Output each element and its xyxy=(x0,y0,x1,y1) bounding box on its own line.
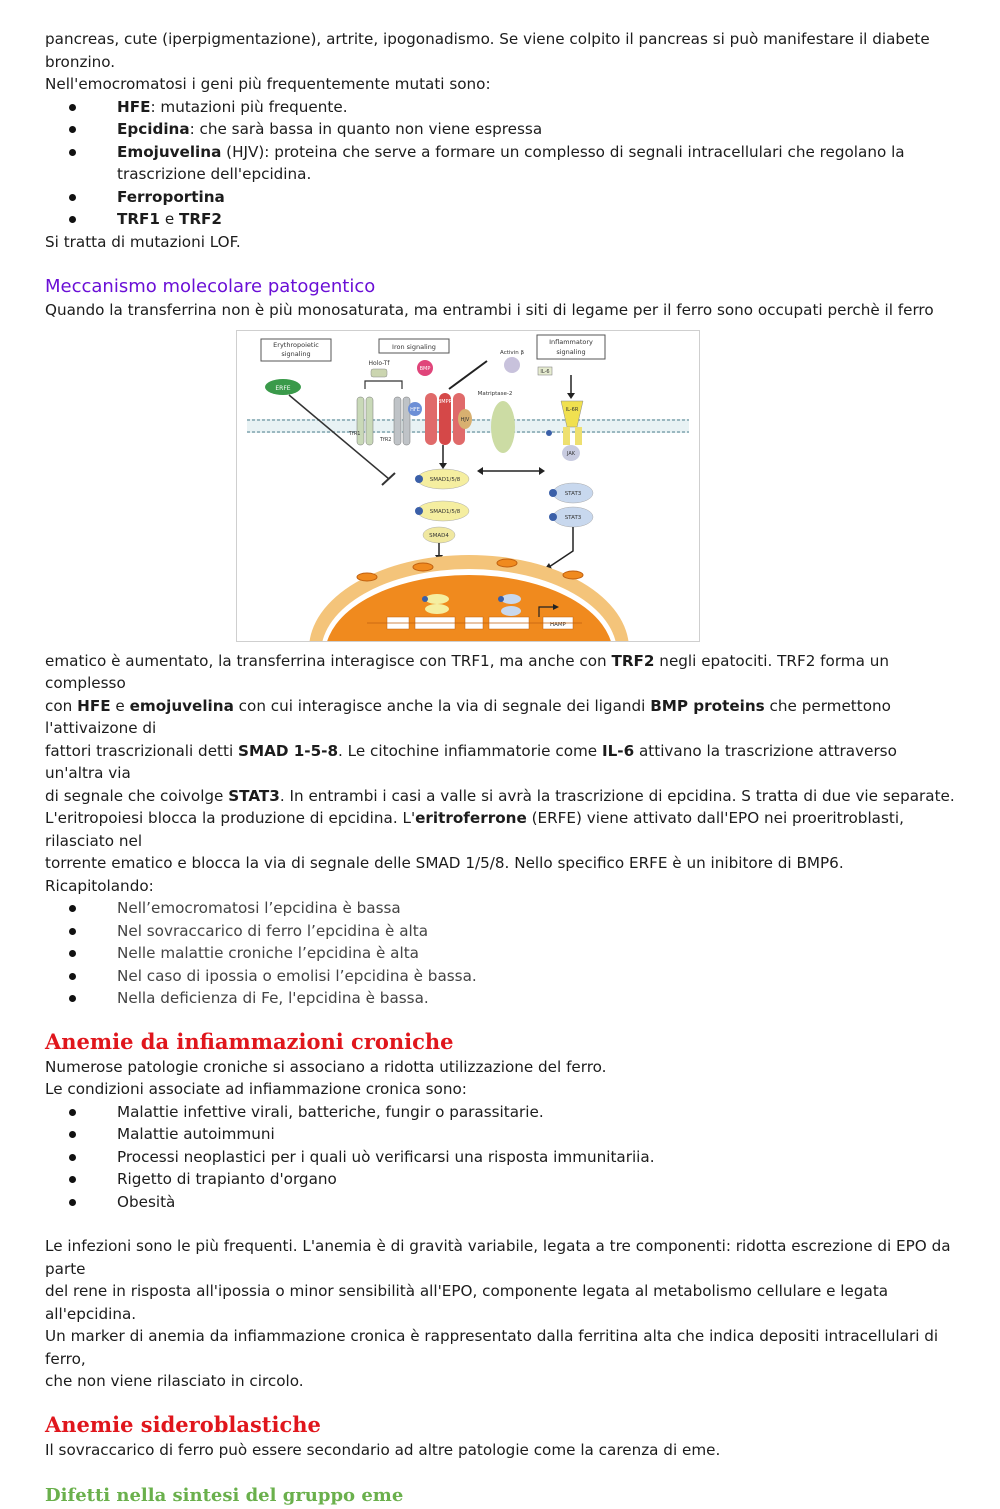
holotf-shape xyxy=(371,369,387,377)
section-heading: Difetti nella sintesi del gruppo eme xyxy=(45,1485,404,1506)
list-item: Malattie autoimmuni xyxy=(45,1123,955,1146)
erythro-label: Erythropoietic xyxy=(273,340,319,349)
smad158-label: SMAD1/5/8 xyxy=(429,508,461,515)
paragraph-line: Il sovraccarico di ferro può essere secondario ad altre patologie come la carenza di eme. xyxy=(45,1440,721,1459)
bmpr-label: BMPR xyxy=(437,398,453,405)
gene-name: HFE xyxy=(117,97,151,116)
list-item: Nella deficienza di Fe, l'epcidina è bassa. xyxy=(45,987,955,1010)
il6-top-label: IL-6 xyxy=(540,368,550,375)
tfr2-receptor xyxy=(394,397,401,445)
paragraph-line: ematico è aumentato, la transferrina interagisce con TRF1, ma anche con TRF2 negli epatociti. TRF2 forma un complesso xyxy=(45,651,889,692)
list-item xyxy=(45,96,955,119)
matriptase-protein xyxy=(491,401,515,453)
gene-name: TRF1 xyxy=(117,210,160,228)
list-item: Nel caso di ipossia o emolisi l’epcidina è bassa. xyxy=(45,965,955,988)
list-item: Processi neoplastici per i quali uò verificarsi una risposta immunitariia. xyxy=(45,1146,955,1169)
gene-name: TRF2 xyxy=(179,210,222,228)
list-item xyxy=(45,186,955,209)
paragraph-line: L'eritropoiesi blocca la produzione di epcidina. L'eritroferrone (ERFE) viene attivato dall'EPO nei proeritroblasti, rilasciato nel xyxy=(45,809,904,850)
inflam-label: signaling xyxy=(556,347,586,356)
paragraph-line: con HFE e emojuvelina con cui interagisce anche la via di segnale dei ligandi BMP proteins che permettono l'attivaizone di xyxy=(45,696,891,737)
bullet-icon xyxy=(69,104,76,111)
paragraph-line: Ricapitolando: xyxy=(45,876,154,895)
inflam-label: Inflammatory xyxy=(549,337,593,346)
iron-label: Iron signaling xyxy=(392,342,436,351)
gene-list xyxy=(45,96,955,231)
gene-desc: trascrizione dell'epcidina. xyxy=(117,165,312,183)
tfr2-label: TfR2 xyxy=(380,436,392,443)
bullet-icon xyxy=(69,126,76,133)
bullet-icon xyxy=(69,1131,76,1138)
list-item: Nell’emocromatosi l’epcidina è bassa xyxy=(45,897,955,920)
jak-label: JAK xyxy=(566,450,576,457)
list-item: Nel sovraccarico di ferro l’epcidina è alta xyxy=(45,920,955,943)
gene-name: Emojuvelina xyxy=(117,142,222,161)
section-heading: Anemie sideroblastiche xyxy=(45,1411,321,1437)
document-page xyxy=(45,28,955,1509)
intro-line: bronzino. xyxy=(45,52,116,71)
holotf-label: Holo-Tf xyxy=(368,359,390,367)
bullet-icon xyxy=(69,1176,76,1183)
erythro-label: signaling xyxy=(281,349,311,358)
il6r-label: IL-6R xyxy=(565,406,579,413)
bullet-icon xyxy=(69,950,76,957)
list-item: Rigetto di trapianto d'organo xyxy=(45,1168,955,1191)
paragraph-line: del rene in risposta all'ipossia o minor sensibilità all'EPO, componente legata al metabolismo cellulare e legata all'epcidina. xyxy=(45,1282,889,1323)
paragraph-line: fattori trascrizionali detti SMAD 1-5-8. Le citochine infiammatorie come IL-6 attivano la trascrizione attraverso un'altra via xyxy=(45,741,897,782)
bullet-icon xyxy=(69,1154,76,1161)
hjv-label: HJV xyxy=(460,416,470,423)
recap-list xyxy=(45,897,955,1010)
bmpr-receptor xyxy=(425,393,437,445)
bullet-icon xyxy=(69,149,76,156)
tfr1-receptor xyxy=(357,397,364,445)
bullet-icon xyxy=(69,905,76,912)
list-item: Nelle malattie croniche l’epcidina è alta xyxy=(45,942,955,965)
gene-desc: (HJV): proteina che serve a formare un complesso di segnali intracellulari che regolano la xyxy=(221,142,905,161)
hamp-label: HAMP xyxy=(550,621,566,628)
hfe-label: HFE xyxy=(410,406,420,413)
intro-line: Nell'emocromatosi i geni più frequentemente mutati sono: xyxy=(45,75,491,93)
bullet-icon xyxy=(69,1199,76,1206)
paragraph-line: Numerose patologie croniche si associano a ridotta utilizzazione del ferro. xyxy=(45,1057,607,1076)
bullet-icon xyxy=(69,194,76,201)
gene-name: Ferroportina xyxy=(117,187,225,206)
paragraph-line: Le infezioni sono le più frequenti. L'anemia è di gravità variabile, legata a tre componenti: ridotta escrezione di EPO da parte xyxy=(45,1237,951,1278)
gene-desc: : mutazioni più frequente. xyxy=(150,97,348,116)
bullet-icon xyxy=(69,973,76,980)
list-item xyxy=(45,208,955,231)
stat3-label: STAT3 xyxy=(564,490,582,497)
paragraph-line: Le condizioni associate ad infiammazione cronica sono: xyxy=(45,1080,467,1098)
gene-desc: e xyxy=(160,210,179,228)
bmp-label: BMP xyxy=(419,365,431,372)
matriptase-label: Matriptase-2 xyxy=(477,390,513,397)
gene-desc: : che sarà bassa in quanto non viene espressa xyxy=(189,120,543,138)
erfe-label: ERFE xyxy=(275,384,291,392)
gene-name: Epcidina xyxy=(117,120,190,138)
paragraph-line: torrente ematico e blocca la via di segnale delle SMAD 1/5/8. Nello specifico ERFE è un inibitore di BMP6. xyxy=(45,854,844,872)
hepcidin-signaling-figure xyxy=(236,330,700,642)
smad158-label: SMAD1/5/8 xyxy=(429,476,461,483)
list-item xyxy=(45,141,955,186)
section-heading: Anemie da infiammazioni croniche xyxy=(45,1028,454,1054)
bullet-icon xyxy=(69,995,76,1002)
paragraph-line: di segnale che coivolge STAT3. In entrambi i casi a valle si avrà la trascrizione di epcidina. S tratta di due vie separate. xyxy=(45,786,955,805)
condition-list xyxy=(45,1101,955,1214)
paragraph-line: Quando la transferrina non è più monosaturata, ma entrambi i siti di legame per il ferro sono occupati perchè il ferro xyxy=(45,301,934,319)
activin-label: Activin β xyxy=(500,349,524,356)
tfr1-label: TfR1 xyxy=(349,430,361,437)
paragraph-line: che non viene rilasciato in circolo. xyxy=(45,1372,304,1390)
list-item xyxy=(45,118,955,141)
smad4-label: SMAD4 xyxy=(429,532,449,539)
activin-ligand xyxy=(504,357,520,373)
lof-line: Si tratta di mutazioni LOF. xyxy=(45,232,241,251)
bullet-icon xyxy=(69,1109,76,1116)
figure-svg xyxy=(237,331,699,641)
paragraph-line: Un marker di anemia da infiammazione cronica è rappresentato dalla ferritina alta che indica depositi intracellulari di ferro, xyxy=(45,1327,939,1368)
stat3-label: STAT3 xyxy=(564,514,582,521)
list-item: Malattie infettive virali, batteriche, fungir o parassitarie. xyxy=(45,1101,955,1124)
bullet-icon xyxy=(69,928,76,935)
bullet-icon xyxy=(69,216,76,223)
section-heading: Meccanismo molecolare patogentico xyxy=(45,276,376,297)
intro-line: pancreas, cute (iperpigmentazione), artrite, ipogonadismo. Se viene colpito il pancreas si può manifestare il diabete xyxy=(45,30,930,48)
list-item: Obesità xyxy=(45,1191,955,1214)
